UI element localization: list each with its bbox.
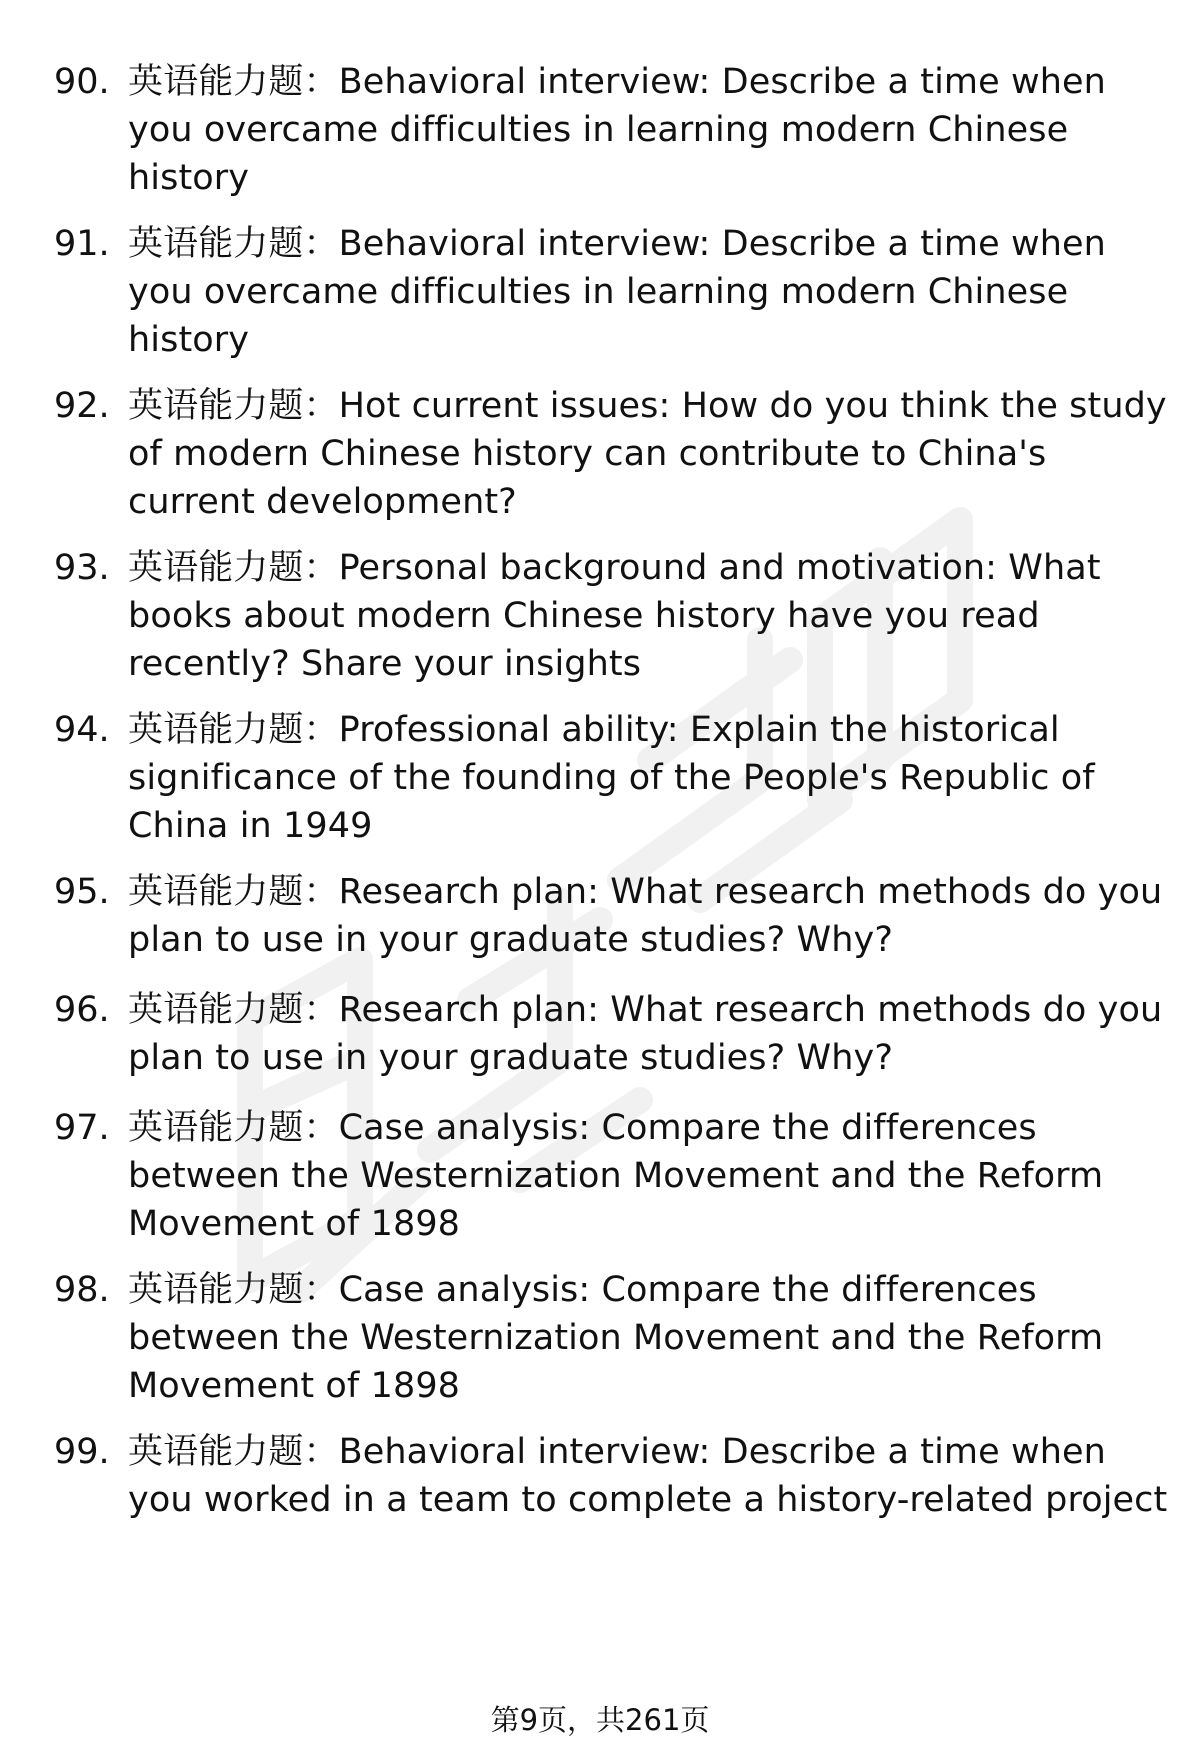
question-text bbox=[128, 706, 1158, 850]
question-text-line: recently? Share your insights bbox=[128, 644, 642, 684]
question-text-line: history bbox=[128, 158, 250, 198]
question-text bbox=[128, 1428, 1168, 1524]
question-number: 92. bbox=[54, 386, 110, 426]
question-text-line: of modern Chinese history can contribute to China's bbox=[128, 434, 1047, 474]
question-number: 98. bbox=[54, 1270, 110, 1310]
question-text-line: books about modern Chinese history have you read bbox=[128, 596, 1040, 636]
question-text-line: you overcame difficulties in learning modern Chinese bbox=[128, 272, 1069, 312]
page-number-footer: 第9页，共261页 bbox=[490, 1703, 710, 1737]
question-text-line: 英语能力题：Hot current issues: How do you think the study bbox=[128, 386, 1167, 426]
question-text-line: between the Westernization Movement and the Reform bbox=[128, 1156, 1104, 1196]
question-text bbox=[128, 868, 1163, 964]
question-text bbox=[128, 382, 1167, 526]
question-text bbox=[128, 58, 1158, 202]
question-number: 94. bbox=[54, 710, 110, 750]
question-text bbox=[128, 986, 1163, 1082]
question-text-line: 英语能力题：Behavioral interview: Describe a time when bbox=[128, 62, 1106, 102]
question-text-line: 英语能力题：Case analysis: Compare the differences bbox=[128, 1270, 1037, 1310]
question-text-line: Movement of 1898 bbox=[128, 1204, 461, 1244]
question-text-line: significance of the founding of the People's Republic of bbox=[128, 758, 1095, 798]
question-text-line: 英语能力题：Research plan: What research methods do you bbox=[128, 872, 1163, 912]
question-number: 90. bbox=[54, 62, 110, 102]
question-number: 91. bbox=[54, 224, 110, 264]
question-text bbox=[128, 1104, 1158, 1248]
question-number: 95. bbox=[54, 872, 110, 912]
question-text-line: history bbox=[128, 320, 250, 360]
question-text-line: 英语能力题：Research plan: What research methods do you bbox=[128, 990, 1163, 1030]
question-number: 99. bbox=[54, 1432, 110, 1472]
question-text-line: you worked in a team to complete a history-related project bbox=[128, 1480, 1168, 1520]
question-text-line: 英语能力题：Behavioral interview: Describe a time when bbox=[128, 224, 1106, 264]
question-text-line: current development? bbox=[128, 482, 517, 522]
question-text bbox=[128, 1266, 1158, 1410]
question-text-line: 英语能力题：Case analysis: Compare the differences bbox=[128, 1108, 1037, 1148]
question-text-line: plan to use in your graduate studies? Why? bbox=[128, 920, 894, 960]
question-number: 96. bbox=[54, 990, 110, 1030]
question-text-line: 英语能力题：Behavioral interview: Describe a time when bbox=[128, 1432, 1106, 1472]
question-text bbox=[128, 220, 1158, 364]
question-number: 97. bbox=[54, 1108, 110, 1148]
question-text bbox=[128, 544, 1158, 688]
question-text-line: China in 1949 bbox=[128, 806, 373, 846]
question-number: 93. bbox=[54, 548, 110, 588]
question-text-line: between the Westernization Movement and the Reform bbox=[128, 1318, 1104, 1358]
question-text-line: 英语能力题：Professional ability: Explain the historical bbox=[128, 710, 1060, 750]
question-text-line: 英语能力题：Personal background and motivation: What bbox=[128, 548, 1101, 588]
question-text-line: plan to use in your graduate studies? Why? bbox=[128, 1038, 894, 1078]
question-text-line: Movement of 1898 bbox=[128, 1366, 461, 1406]
question-text-line: you overcame difficulties in learning modern Chinese bbox=[128, 110, 1069, 150]
